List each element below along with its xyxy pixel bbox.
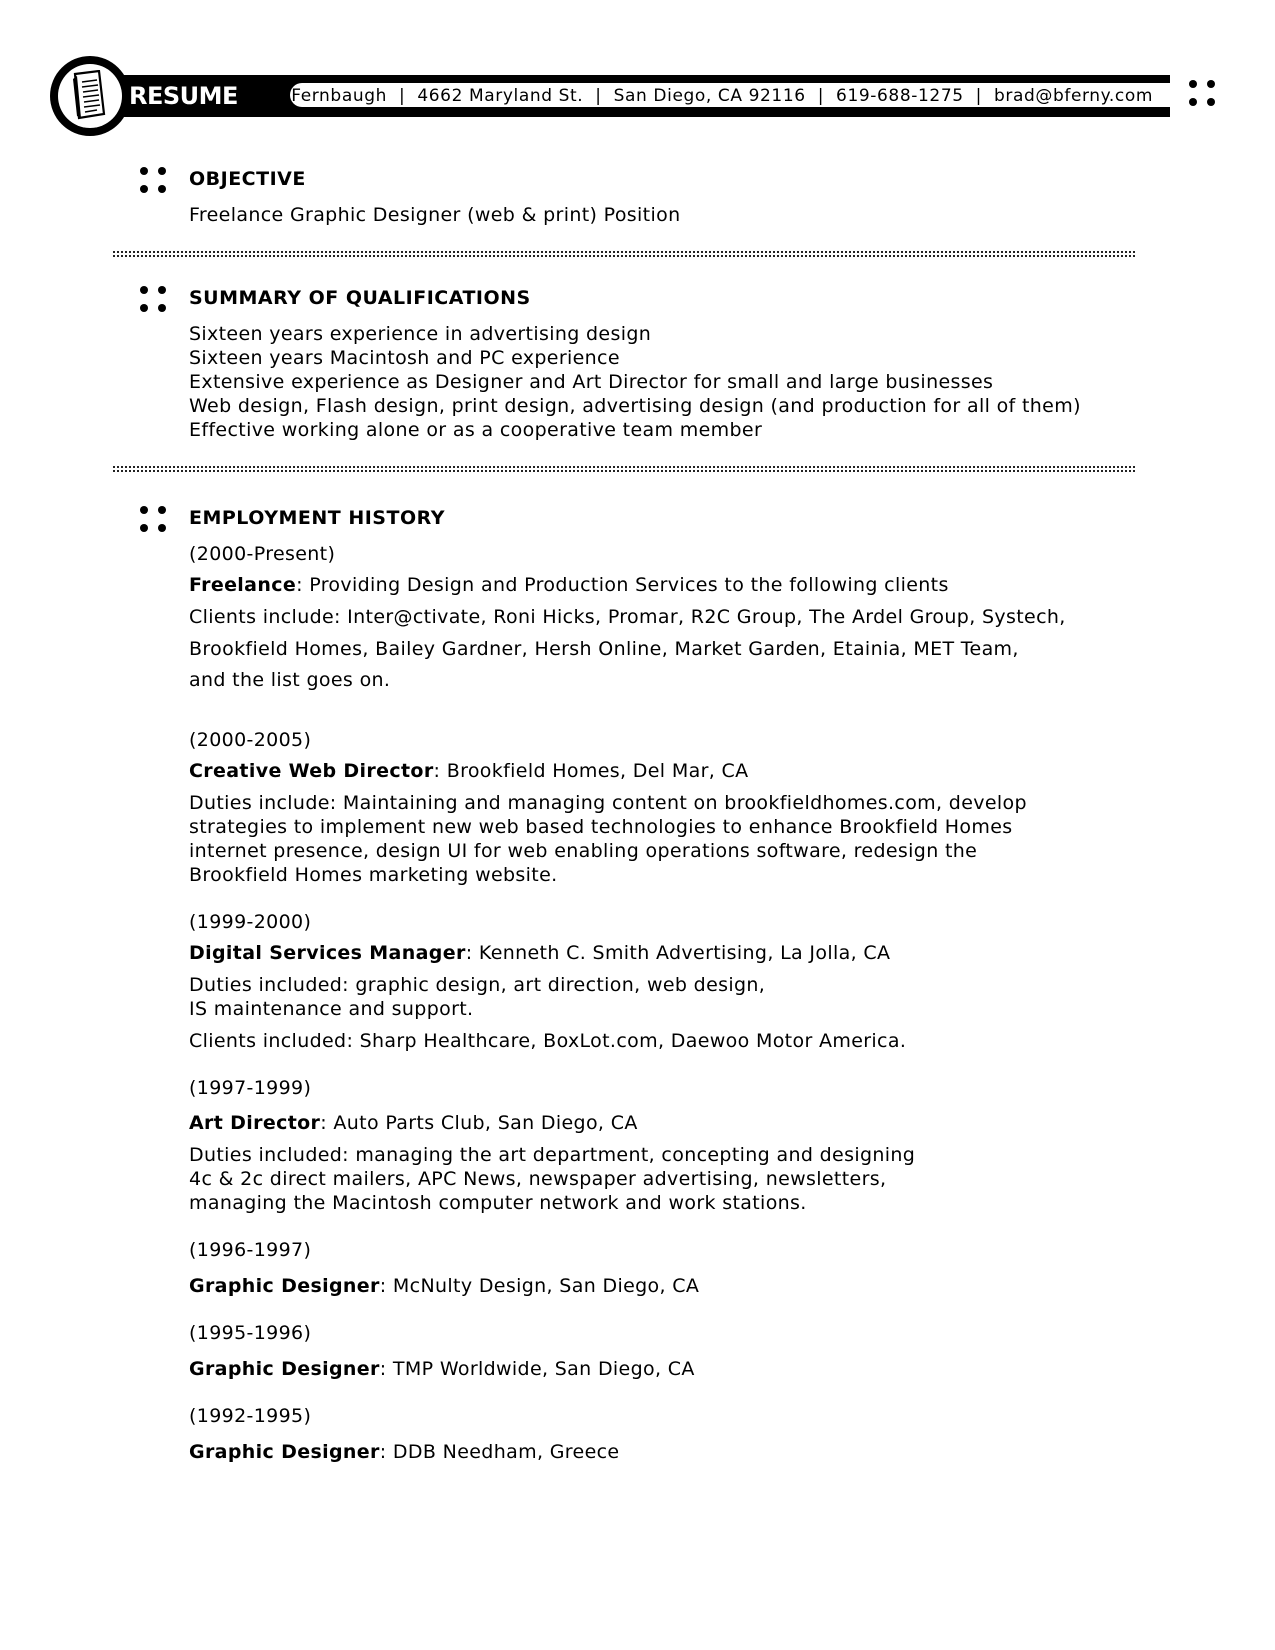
job-dates: (2000-Present)	[189, 543, 336, 565]
job-detail: Clients include: Inter@ctivate, Roni Hicks, Promar, R2C Group, The Ardel Group, Systech,	[189, 606, 1066, 628]
section-bullet-icon	[140, 167, 166, 193]
job-detail: Brookfield Homes, Bailey Gardner, Hersh Online, Market Garden, Etainia, MET Team,	[189, 638, 1019, 660]
job-role: Digital Services Manager	[189, 942, 466, 964]
summary-line: Sixteen years Macintosh and PC experience	[189, 347, 620, 369]
resume-title: RESUME	[129, 82, 238, 110]
job-detail: Duties included: graphic design, art direction, web design,	[189, 974, 766, 996]
job-title-line	[189, 1274, 699, 1298]
job-role: Graphic Designer	[189, 1441, 380, 1463]
employment-heading: EMPLOYMENT HISTORY	[189, 507, 445, 529]
job-role: Graphic Designer	[189, 1358, 380, 1380]
job-dates: (1996-1997)	[189, 1239, 312, 1261]
job-detail: managing the Macintosh computer network and work stations.	[189, 1192, 807, 1214]
job-detail: internet presence, design UI for web enabling operations software, redesign the	[189, 840, 978, 862]
section-bullet-icon	[140, 286, 166, 312]
objective-heading: OBJECTIVE	[189, 168, 306, 190]
job-detail: IS maintenance and support.	[189, 998, 474, 1020]
job-dates: (2000-2005)	[189, 729, 312, 751]
job-title-line	[189, 1440, 619, 1464]
job-detail: strategies to implement new web based technologies to enhance Brookfield Homes	[189, 816, 1013, 838]
section-divider	[112, 469, 1135, 473]
job-dates: (1995-1996)	[189, 1322, 312, 1344]
summary-line: Extensive experience as Designer and Art Director for small and large businesses	[189, 371, 994, 393]
job-title-line	[189, 941, 890, 965]
objective-text: Freelance Graphic Designer (web & print) Position	[189, 204, 681, 226]
job-detail: 4c & 2c direct mailers, APC News, newspaper advertising, newsletters,	[189, 1168, 887, 1190]
job-title-line	[189, 1111, 638, 1135]
section-bullet-icon	[140, 506, 166, 532]
summary-line: Sixteen years experience in advertising design	[189, 323, 652, 345]
contact-info: Brad Fernbaugh | 4662 Maryland St. | San Diego, CA 92116 | 619-688-1275 | brad@bferny.com	[243, 86, 1154, 106]
job-detail: Clients included: Sharp Healthcare, BoxLot.com, Daewoo Motor America.	[189, 1030, 907, 1052]
job-title-line	[189, 573, 949, 597]
document-icon	[69, 70, 109, 120]
job-employer: : DDB Needham, Greece	[379, 1441, 620, 1463]
job-role: Freelance	[189, 574, 297, 596]
job-role: Creative Web Director	[189, 760, 434, 782]
job-employer: : Auto Parts Club, San Diego, CA	[320, 1112, 638, 1134]
resume-logo	[50, 56, 130, 136]
job-dates: (1999-2000)	[189, 911, 312, 933]
job-employer: : Providing Design and Production Services to the following clients	[296, 574, 949, 596]
summary-heading: SUMMARY OF QUALIFICATIONS	[189, 287, 531, 309]
resume-header	[50, 56, 1230, 138]
job-title-line	[189, 1357, 695, 1381]
summary-line: Web design, Flash design, print design, advertising design (and production for all of them)	[189, 395, 1081, 417]
job-employer: : McNulty Design, San Diego, CA	[379, 1275, 700, 1297]
job-title-line	[189, 759, 748, 783]
job-detail: and the list goes on.	[189, 669, 391, 691]
job-dates: (1997-1999)	[189, 1077, 312, 1099]
job-role: Art Director	[189, 1112, 321, 1134]
job-detail: Brookfield Homes marketing website.	[189, 864, 558, 886]
job-employer: : TMP Worldwide, San Diego, CA	[379, 1358, 695, 1380]
quad-dot-icon	[1189, 80, 1215, 106]
summary-line: Effective working alone or as a cooperative team member	[189, 419, 763, 441]
job-employer: : Brookfield Homes, Del Mar, CA	[433, 760, 749, 782]
job-detail: Duties included: managing the art department, concepting and designing	[189, 1144, 916, 1166]
job-role: Graphic Designer	[189, 1275, 380, 1297]
section-divider	[112, 254, 1135, 258]
job-dates: (1992-1995)	[189, 1405, 312, 1427]
job-employer: : Kenneth C. Smith Advertising, La Jolla, CA	[465, 942, 891, 964]
job-detail: Duties include: Maintaining and managing content on brookfieldhomes.com, develop	[189, 792, 1027, 814]
